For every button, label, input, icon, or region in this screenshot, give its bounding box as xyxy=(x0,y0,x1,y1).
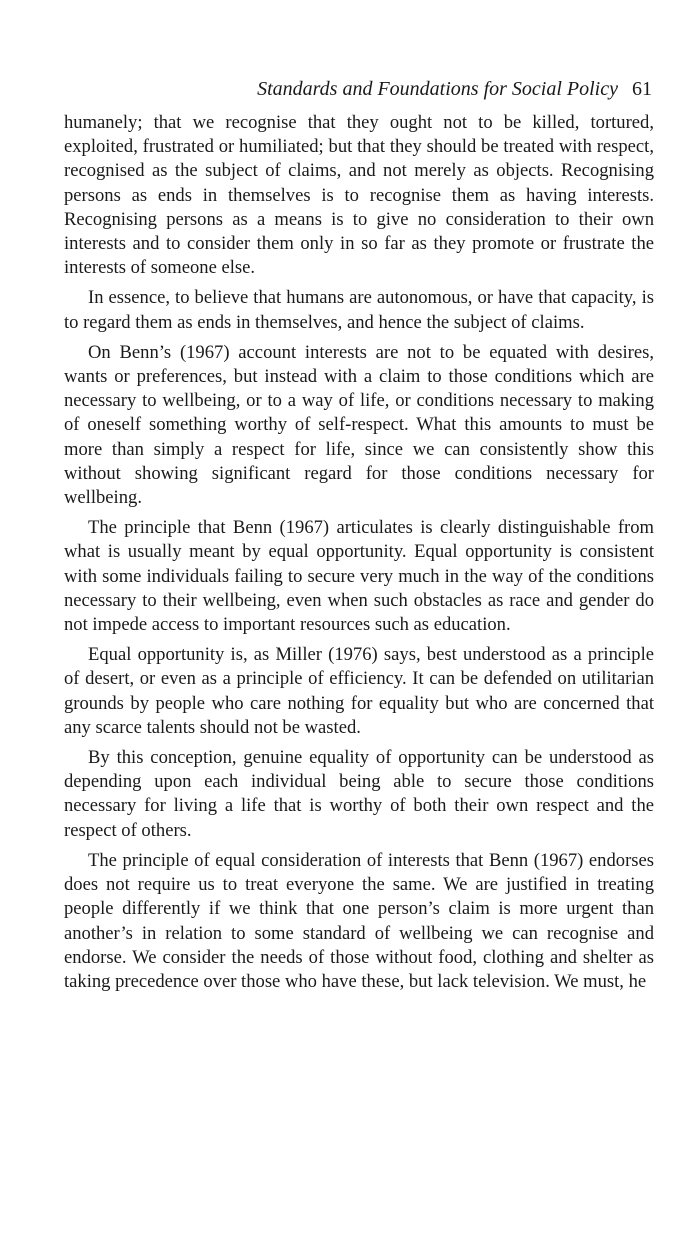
paragraph: The principle that Benn (1967) articulates is clearly distinguishable from what is usually meant by equal opportunity. Equal opportunity is consistent with some individuals failing to secure very much in the way of the conditions necessary to their wellbeing, even when such obstacles as race and gender do not impede access to important resources such as education. xyxy=(64,517,654,636)
paragraph: In essence, to believe that humans are autonomous, or have that capacity, is to regard them as ends in themselves, and hence the subject of claims. xyxy=(64,287,654,333)
page-number: 61 xyxy=(632,78,652,100)
running-title: Standards and Foundations for Social Policy xyxy=(257,78,618,100)
book-page xyxy=(64,78,654,1000)
running-header xyxy=(64,78,654,101)
paragraph-continued: humanely; that we recognise that they ought not to be killed, tortured, exploited, frustrated or humiliated; but that they should be treated with respect, recognised as the subject of claims, and not merely as objects. Recognising persons as ends in themselves is to recognise them as having interests. Recognising persons as a means is to give no consideration to their own interests and to consider them only in so far as they promote or frustrate the interests of someone else. xyxy=(64,112,654,279)
body-text xyxy=(64,111,654,994)
paragraph: By this conception, genuine equality of opportunity can be understood as depending upon each individual being able to secure those conditions necessary for living a life that is worthy of both their own respect and the respect of others. xyxy=(64,747,654,841)
paragraph: On Benn’s (1967) account interests are not to be equated with desires, wants or preferences, but instead with a claim to those conditions which are necessary to wellbeing, or to a way of life, or conditions necessary to making of oneself something worthy of self-respect. What this amounts to must be more than simply a respect for life, since we can consistently show this without showing significant regard for those conditions necessary for wellbeing. xyxy=(64,341,654,509)
paragraph: Equal opportunity is, as Miller (1976) says, best understood as a principle of desert, or even as a principle of efficiency. It can be defended on utilitarian grounds by people who care nothing for equality but who are concerned that any scarce talents should not be wasted. xyxy=(64,644,654,738)
paragraph: The principle of equal consideration of interests that Benn (1967) endorses does not require us to treat everyone the same. We are justified in treating people differently if we think that one person’s claim is more urgent than another’s in relation to some standard of wellbeing we can recognise and endorse. We consider the needs of those without food, clothing and shelter as taking precedence over those who have these, but lack television. We must, he xyxy=(64,849,654,992)
